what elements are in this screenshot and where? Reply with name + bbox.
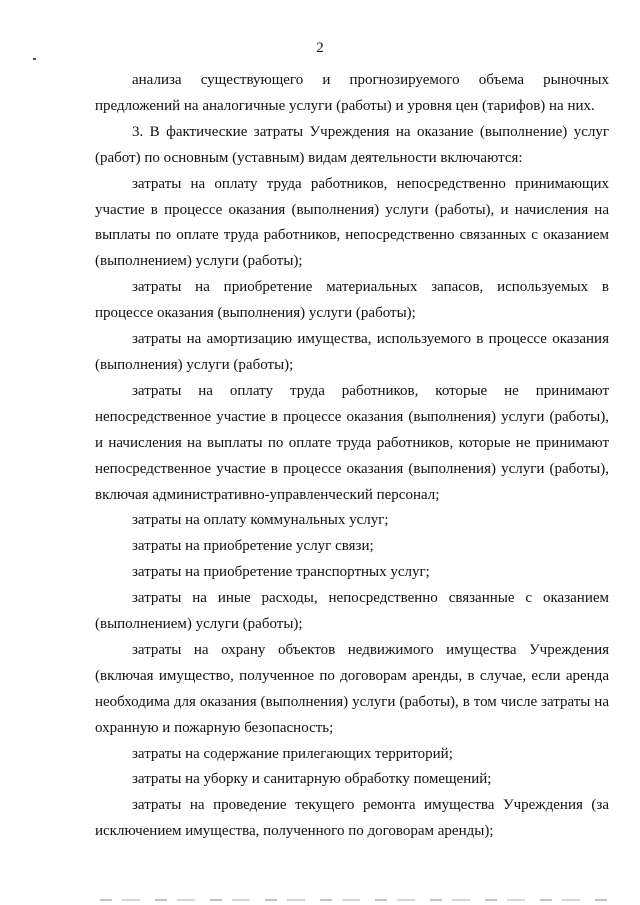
paragraph-utility-costs: затраты на оплату коммунальных услуг;	[132, 512, 389, 529]
paragraph-direct-labor-costs: затраты на оплату труда работников, непосредственно принимающих участие в процессе оказания (выполнения) услуги (работы), и начисления на выплаты по оплате труда работников, непосредственно связанных с оказанием (выполнением) услуги (работы);	[95, 175, 609, 270]
paragraph-depreciation-costs: затраты на амортизацию имущества, используемого в процессе оказания (выполнения) услуги (работы);	[95, 331, 609, 373]
paragraph-territory-maintenance-costs: затраты на содержание прилегающих территорий;	[132, 745, 453, 762]
paragraph-market-analysis: анализа существующего и прогнозируемого объема рыночных предложений на аналогичные услуги (работы) и уровня цен (тарифов) на них.	[95, 72, 609, 114]
scan-bottom-edge	[100, 899, 610, 901]
paragraph-repair-costs: затраты на проведение текущего ремонта имущества Учреждения (за исключением имущества, полученного по договорам аренды);	[95, 797, 609, 840]
page-number: 2	[316, 40, 324, 56]
paragraph-material-costs: затраты на приобретение материальных запасов, используемых в процессе оказания (выполнения) услуги (работы);	[95, 279, 609, 322]
paragraph-transport-costs: затраты на приобретение транспортных услуг;	[132, 564, 430, 581]
document-body	[95, 68, 609, 845]
paragraph-cleaning-costs: затраты на уборку и санитарную обработку помещений;	[132, 771, 492, 788]
paragraph-other-costs: затраты на иные расходы, непосредственно связанные с оказанием (выполнением) услуги (работы);	[95, 590, 609, 633]
paragraph-communication-costs: затраты на приобретение услуг связи;	[132, 538, 374, 555]
paragraph-security-costs: затраты на охрану объектов недвижимого имущества Учреждения (включая имущество, полученное по договорам аренды, в случае, если аренда необходима для оказания (выполнения) услуги (работы), в том числе затраты на охранную и пожарную безопасность;	[95, 641, 609, 736]
paragraph-clause-3: 3. В фактические затраты Учреждения на оказание (выполнение) услуг (работ) по основным (уставным) видам деятельности включаются:	[95, 123, 609, 166]
scan-speck	[33, 58, 36, 60]
paragraph-indirect-labor-costs: затраты на оплату труда работников, которые не принимают непосредственное участие в процессе оказания (выполнения) услуги (работы), и начисления на выплаты по оплате труда работников, которые не принимают непосредственное участие в процессе оказания (выполнения) услуги (работы), включая административно-управленческий персонал;	[95, 382, 609, 503]
